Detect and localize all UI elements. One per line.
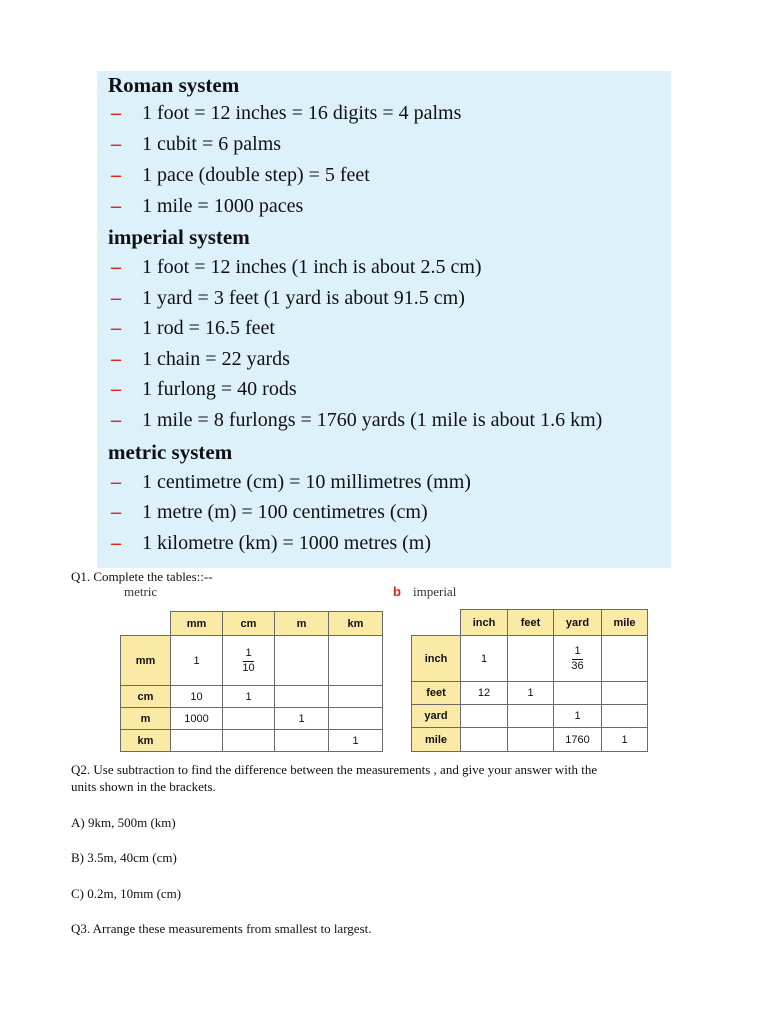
table-row [121,730,383,752]
table-cell [508,728,554,752]
roman-item-text: 1 foot = 12 inches = 16 digits = 4 palms [142,102,462,124]
roman-item [111,102,461,125]
dash-marker: – [111,287,121,309]
table-cell [171,730,223,752]
fraction-denominator: 36 [571,659,584,672]
dash-marker: – [111,532,121,554]
q2-part-a: A) 9km, 500m (km) [71,815,176,830]
roman-heading: Roman system [108,73,240,97]
fraction-cell [554,636,602,682]
conversion-panel [97,71,671,568]
row-header: mile [412,728,461,752]
metric-item [111,501,428,524]
dash-marker: – [111,348,121,370]
roman-item [111,133,281,156]
table-cell: 1 [329,730,383,752]
table-cell [602,682,648,705]
metric-table-caption: metric [124,584,158,599]
row-header: m [121,708,171,730]
table-cell: 1000 [171,708,223,730]
dash-marker: – [111,378,121,400]
imperial-item [111,287,465,310]
dash-marker: – [111,471,121,493]
imperial-item-text: 1 foot = 12 inches (1 inch is about 2.5 cm) [142,256,482,278]
q3-text: Q3. Arrange these measurements from smallest to largest. [71,921,372,936]
table-cell: 1 [275,708,329,730]
q2-text-continued: units shown in the brackets. [71,779,216,794]
table-cell: 12 [461,682,508,705]
table-cell: 1760 [554,728,602,752]
q2-part-b: B) 3.5m, 40cm (cm) [71,850,177,865]
table-cell [223,708,275,730]
table-row [412,682,648,705]
table-row [412,728,648,752]
metric-item-text: 1 kilometre (km) = 1000 metres (m) [142,532,431,554]
fraction [571,646,583,672]
imperial-item [111,256,482,279]
fraction [242,648,254,674]
dash-marker: – [111,501,121,523]
column-header: inch [461,610,508,636]
imperial-item [111,378,297,401]
column-header: feet [508,610,554,636]
fraction-cell [223,636,275,686]
imperial-heading: imperial system [108,225,250,249]
imperial-table [411,609,648,752]
metric-heading: metric system [108,440,233,464]
metric-item [111,471,471,494]
column-header: mm [171,612,223,636]
q1-text: Q1. Complete the tables::-- [71,569,213,584]
table-row [412,636,648,682]
row-header: feet [412,682,461,705]
column-header: cm [223,612,275,636]
table-row [412,705,648,728]
imperial-item [111,317,275,340]
imperial-item [111,348,290,371]
table-row [121,686,383,708]
dash-marker: – [111,317,121,339]
imperial-item-text: 1 mile = 8 furlongs = 1760 yards (1 mile is about 1.6 km) [142,409,603,431]
imperial-item [111,409,602,432]
fraction-numerator: 1 [243,648,253,662]
dash-marker: – [111,102,121,124]
q2-part-c: C) 0.2m, 10mm (cm) [71,886,182,901]
roman-item-text: 1 pace (double step) = 5 feet [142,164,370,186]
row-header: yard [412,705,461,728]
column-header: km [329,612,383,636]
dash-marker: – [111,195,121,217]
metric-table [120,611,383,752]
fraction-denominator: 10 [242,661,255,674]
imperial-table-letter: b [393,584,401,599]
metric-item [111,532,431,555]
imperial-item-text: 1 chain = 22 yards [142,348,290,370]
table-corner [121,612,171,636]
column-header: yard [554,610,602,636]
dash-marker: – [111,409,121,431]
table-cell: 1 [171,636,223,686]
table-cell: 1 [602,728,648,752]
column-header: m [275,612,329,636]
table-cell: 1 [554,705,602,728]
row-header: cm [121,686,171,708]
metric-item-text: 1 metre (m) = 100 centimetres (cm) [142,501,428,523]
table-cell [275,686,329,708]
roman-item-text: 1 cubit = 6 palms [142,133,282,155]
table-cell [275,730,329,752]
table-cell: 10 [171,686,223,708]
q2-text: Q2. Use subtraction to find the difference between the measurements , and give your answer with the [71,762,598,777]
table-cell: 1 [508,682,554,705]
imperial-item-text: 1 rod = 16.5 feet [142,317,275,339]
table-cell: 1 [223,686,275,708]
roman-item [111,195,303,218]
table-cell [275,636,329,686]
roman-item-text: 1 mile = 1000 paces [142,195,304,217]
table-cell [329,636,383,686]
table-cell [223,730,275,752]
table-row [121,708,383,730]
table-corner [412,610,461,636]
table-cell [554,682,602,705]
roman-item [111,164,370,187]
row-header: km [121,730,171,752]
fraction-numerator: 1 [572,646,582,660]
table-cell [329,708,383,730]
table-cell [461,728,508,752]
dash-marker: – [111,256,121,278]
table-row [121,636,383,686]
row-header: inch [412,636,461,682]
table-cell [461,705,508,728]
table-header-row [121,612,383,636]
imperial-item-text: 1 yard = 3 feet (1 yard is about 91.5 cm) [142,287,465,309]
dash-marker: – [111,164,121,186]
table-cell [508,705,554,728]
table-cell [329,686,383,708]
table-cell: 1 [461,636,508,682]
row-header: mm [121,636,171,686]
metric-item-text: 1 centimetre (cm) = 10 millimetres (mm) [142,471,471,493]
dash-marker: – [111,133,121,155]
imperial-table-caption: imperial [413,584,457,599]
table-cell [508,636,554,682]
column-header: mile [602,610,648,636]
table-cell [602,636,648,682]
imperial-item-text: 1 furlong = 40 rods [142,378,297,400]
table-cell [602,705,648,728]
table-header-row [412,610,648,636]
